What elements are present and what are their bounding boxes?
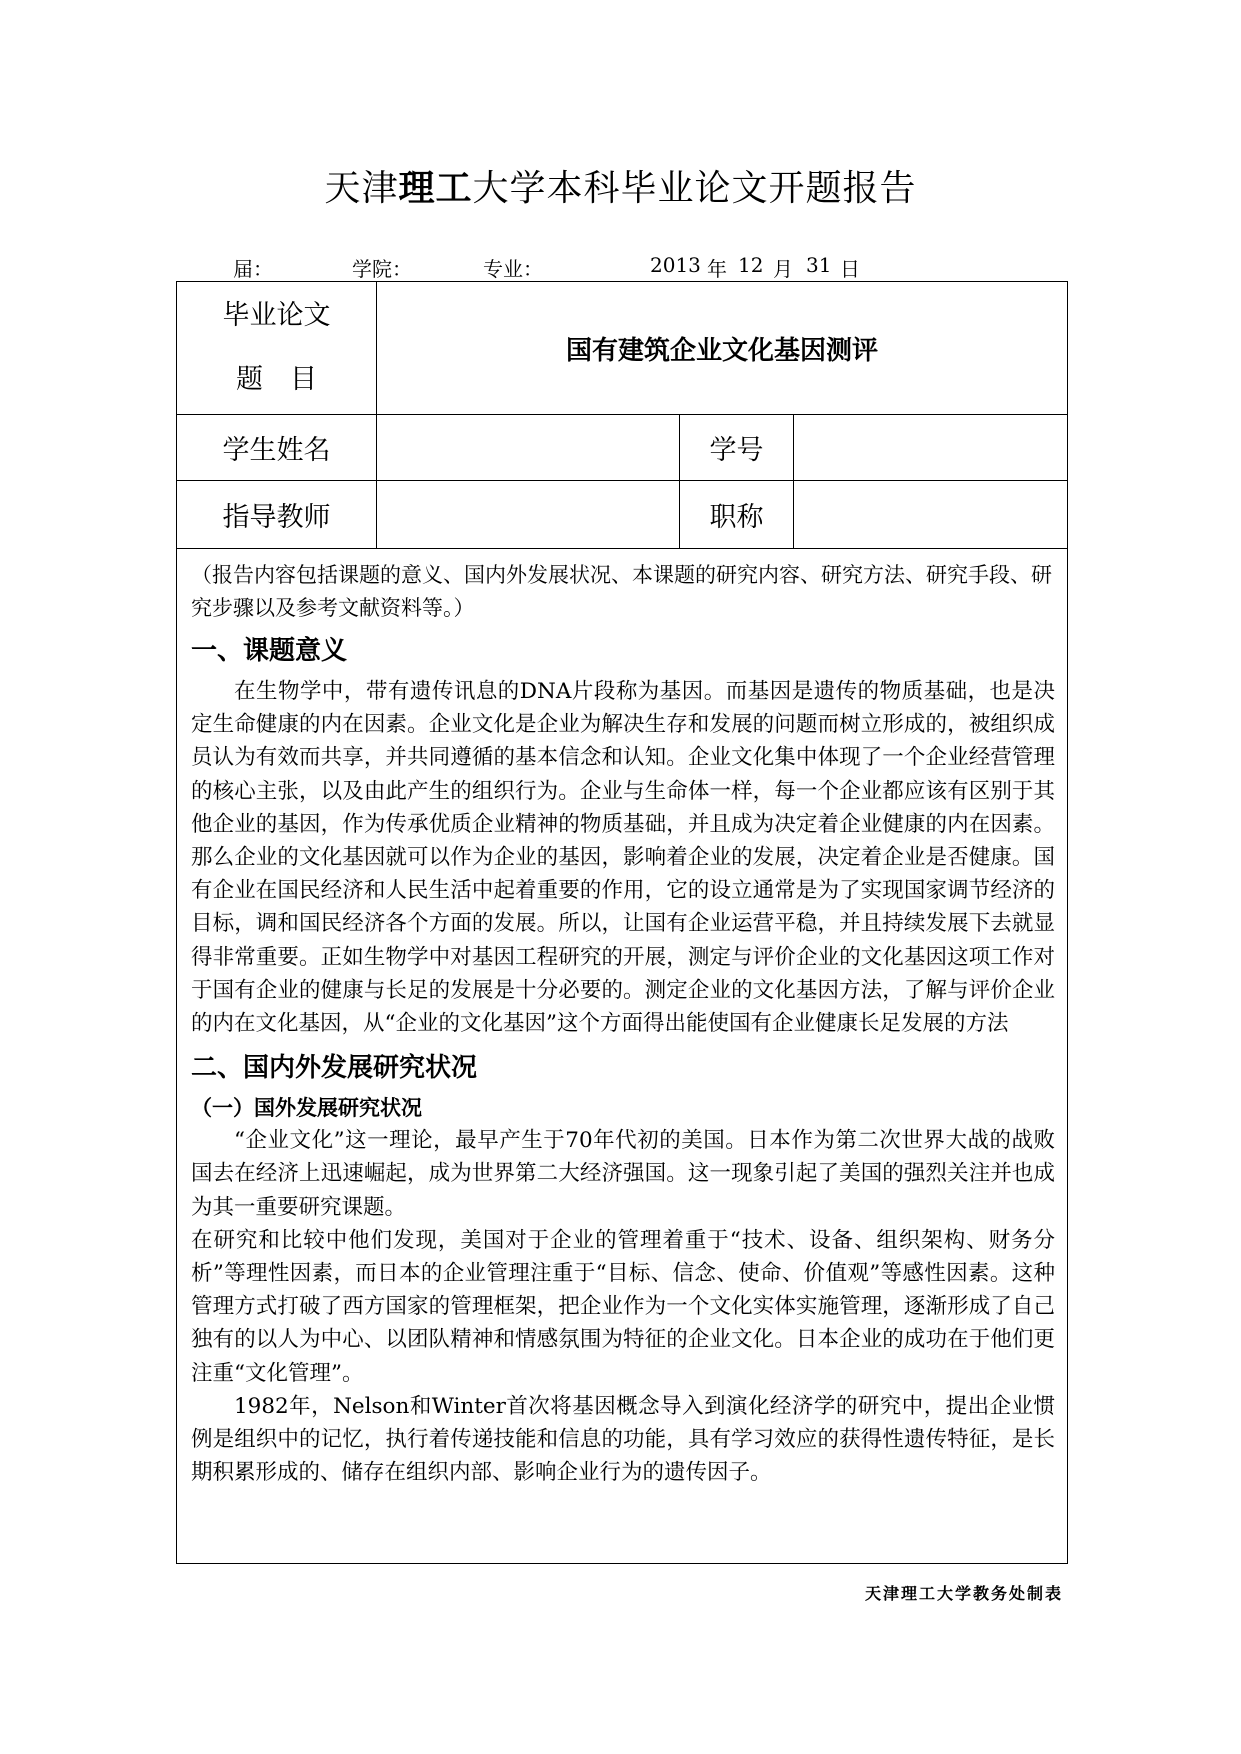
school-label: 学院：	[352, 257, 412, 281]
report-day: 31	[806, 253, 832, 277]
title-part-3: 大学本科毕业论文开题报告	[472, 168, 917, 209]
session-label: 届：	[233, 257, 273, 281]
section-1-paragraph: 在生物学中，带有遗传讯息的DNA片段称为基因。而基因是遗传的物质基础，也是决定生命健康的内在因素。企业文化是企业为解决生存和发展的问题而树立形成的，被组织成员认为有效而共享，并共同遵循的基本信念和认知。企业文化集中体现了一个企业经营管理的核心主张，以及由此产生的组织行为。企业与生命体一样，每一个企业都应该有区别于其他企业的基因，作为传承优质企业精神的物质基础，并且成为决定着企业健康的内在因素。那么企业的文化基因就可以作为企业的基因，影响着企业的发展，决定着企业是否健康。国有企业在国民经济和人民生活中起着重要的作用，它的设立通常是为了实现国家调节经济的目标，调和国民经济各个方面的发展。所以，让国有企业运营平稳，并且持续发展下去就显得非常重要。正如生物学中对基因工程研究的开展，测定与评价企业的文化基因这项工作对于国有企业的健康与长足的发展是十分必要的。测定企业的文化基因方法，了解与评价企业的内在文化基因，从“企业的文化基因”这个方面得出能使国有企业健康长足发展的方法	[191, 679, 1056, 1037]
section-2-paragraph-1: “企业文化”这一理论，最早产生于70年代初的美国。日本作为第二次世界大战的战败国去在经济上迅速崛起，成为世界第二大经济强国。这一现象引起了美国的强烈关注并也成为其一重要研究课题。	[191, 1128, 1056, 1220]
section-2-subheading: （一）国外发展研究状况	[191, 1096, 422, 1121]
major-label: 专业：	[483, 257, 543, 281]
student-name-label: 学生姓名	[177, 415, 377, 481]
title-part-2: 理工	[398, 168, 473, 209]
advisor-field[interactable]	[377, 481, 680, 549]
advisor-label: 指导教师	[177, 481, 377, 549]
student-id-field[interactable]	[794, 415, 1068, 481]
section-2-heading: 二、国内外发展研究状况	[191, 1053, 478, 1084]
advisor-row	[177, 481, 1068, 549]
info-line	[0, 253, 1241, 279]
title-part-1: 天津	[324, 168, 399, 209]
content-row	[177, 549, 1068, 1564]
section-2-paragraph-2: 在研究和比较中他们发现，美国对于企业的管理着重于“技术、设备、组织架构、财务分析”等理性因素，而日本的企业管理注重于“目标、信念、使命、价值观”等感性因素。这种管理方式打破了西方国家的管理框架，把企业作为一个文化实体实施管理，逐渐形成了自己独有的以人为中心、以团队精神和情感氛围为特征的企业文化。日本企业的成功在于他们更注重“文化管理”。	[191, 1227, 1056, 1386]
student-id-label: 学号	[680, 415, 794, 481]
advisor-title-field[interactable]	[794, 481, 1068, 549]
thesis-title: 国有建筑企业文化基因测评	[377, 282, 1068, 415]
section-1-heading: 一、课题意义	[191, 636, 348, 666]
thesis-title-label-line1: 毕业论文	[222, 300, 331, 331]
student-name-field[interactable]	[377, 415, 680, 481]
report-content	[177, 549, 1068, 1564]
section-2-paragraph-3: 1982年，Nelson和Winter首次将基因概念导入到演化经济学的研究中，提出企业惯例是组织中的记忆，执行着传递技能和信息的功能，具有学习效应的获得性遗传特征，是长期积累形成的、储存在组织内部、影响企业行为的遗传因子。	[191, 1393, 1056, 1486]
thesis-title-label-cell	[177, 282, 377, 415]
year-unit: 年	[707, 257, 727, 281]
day-unit: 日	[840, 257, 860, 281]
footer-maker: 天津理工大学教务处制表	[864, 1584, 1063, 1603]
thesis-title-label-line2: 题 目	[236, 364, 317, 395]
report-month: 12	[738, 253, 764, 277]
month-unit: 月	[773, 257, 793, 281]
thesis-title-row	[177, 282, 1068, 415]
page-title	[0, 160, 1241, 211]
advisor-title-label: 职称	[680, 481, 794, 549]
report-year: 2013	[650, 253, 701, 277]
student-row	[177, 415, 1068, 481]
content-note: （报告内容包括课题的意义、国内外发展状况、本课题的研究内容、研究方法、研究手段、研究步骤以及参考文献资料等。）	[191, 563, 1052, 620]
proposal-form	[176, 281, 1068, 1564]
